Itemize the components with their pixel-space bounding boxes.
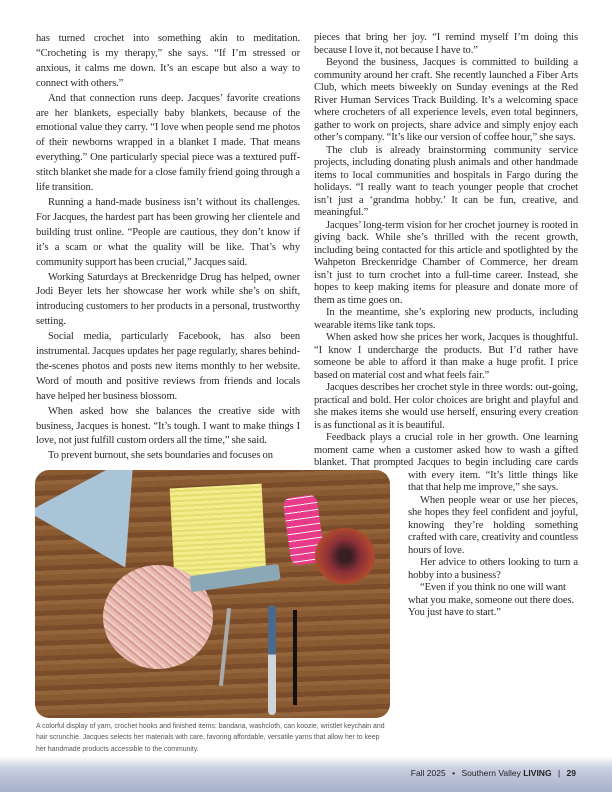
paragraph: Jacques’ long-term vision for her crochet journey is rooted in giving back. While she’s thrilled with the recent growth, including being contacted for this article and spotlighted by the Wahpeton Breckenridge Chamber of Commerce, her dream isn’t just to turn crochet into a full-time career. Instead, she hopes to keep making items for pleasure and donate more of them as time goes on. <box>314 219 578 306</box>
paragraph: Social media, particularly Facebook, has also been instrumental. Jacques updates her page regularly, shares behind-the-scenes photos and posts new items monthly to her website. Word of mouth and positive reviews from friends and locals have helped her business blossom. <box>36 331 300 402</box>
paragraph: pieces that bring her joy. “I remind myself I’m doing this because I love it, not because I have to.” <box>314 32 578 56</box>
article-column-left <box>36 32 300 464</box>
crochet-hook-shape <box>268 605 276 715</box>
paragraph: “Even if you think no one will want what you make, someone out there does. You just have to start.” <box>408 582 575 618</box>
issue-label: Fall 2025 <box>410 768 446 778</box>
paragraph: When asked how she balances the creative side with business, Jacques is honest. “It’s tough. I want to make things I love, not just fulfill custom orders all the time,” she said. <box>36 405 300 447</box>
paragraph: The club is already brainstorming community service projects, including donating plush animals and other handmade items to local communities and hospitals in Fargo during the holidays. “I really want to teach younger people that crochet isn’t just a ‘grandma hobby.’ It can be fun, creative, and meaningful.” <box>314 144 578 218</box>
paragraph: Her advice to others looking to turn a hobby into a business? <box>408 557 578 581</box>
footer-folio <box>411 768 576 778</box>
publication-name-bold: LIVING <box>523 768 552 778</box>
paragraph: And that connection runs deep. Jacques’ favorite creations are her blankets, especially baby blankets, because of the emotional value they carry. “I love when people send me photos of their newborns wrapped in a blanket I made. That means everything.” One particularly special piece was a textured puff-stitch blanket she made for a close family friend going through a life transition. <box>36 92 300 194</box>
paragraph: Working Saturdays at Breckenridge Drug has helped, owner Jodi Beyer lets her showcase her work while she’s on shift, introducing customers to her products in a personal, trustworthy setting. <box>36 271 300 328</box>
paragraph: When people wear or use her pieces, she hopes they feel confident and joyful, knowing they’re holding something crafted with care, creativity and countless hours of love. <box>408 494 578 556</box>
washcloth-shape <box>170 484 267 581</box>
divider: | <box>557 768 561 778</box>
paragraph <box>314 382 578 432</box>
scissors-shape <box>219 608 231 686</box>
paragraph: has turned crochet into something akin to meditation. “Crocheting is my therapy,” she says. “If I’m stressed or anxious, it calms me down. It’s an escape but also a way to connect with others.” <box>36 33 300 89</box>
paragraph: When asked how she prices her work, Jacques is thoughtful. “I know I undercharge the products. But I’d rather have someone be able to afford it than make a huge profit. I price based on material cost and what feels fair.” <box>314 332 578 381</box>
paragraph-continued: going, practical and bold. Her color choices are bright and playful and she makes items she would use herself, ensuring every creation is as functional as it is beautiful. <box>314 382 578 431</box>
paragraph-start: Jacques describes her crochet style in three words: out- <box>326 382 552 393</box>
paragraph: Feedback plays a crucial role in her growth. One learning moment came when a customer asked how to wash a gifted blanket. That prompted Jacques to begin including care cards with every item. “It’s little things like that that help me improve,” she says. <box>314 432 578 493</box>
publication-name: Southern Valley <box>461 768 521 778</box>
photo-caption: A colorful display of yarn, crochet hooks and finished items: bandana, washcloth, can koozie, wristlet keychain and hair scrunchie. Jacques selects her materials with care, favoring affordable, versatile yarns that allow her to keep her handmade products accessible to the community. <box>36 723 385 753</box>
article-column-right <box>314 32 578 771</box>
paragraph: In the meantime, she’s exploring new products, including wearable items like tank tops. <box>314 307 578 331</box>
page-number: 29 <box>566 768 576 778</box>
page-footer <box>0 756 612 792</box>
pen-shape <box>293 610 297 705</box>
paragraph: Running a hand-made business isn’t without its challenges. For Jacques, the hardest part has been growing her clientele and building trust online. “People are cautious, they don’t know if it’s a scam or what the quality will be like. That’s why community support has been crucial,” Jacques said. <box>36 196 300 268</box>
paragraph: Beyond the business, Jacques is committed to building a community around her craft. She recently launched a Fiber Arts Club, which meets biweekly on Sunday evenings at the Red River Human Services Track Building. It’s a welcoming space where crocheters of all experience levels, even total beginners, gather to work on projects, share advice and simply enjoy each other’s company. “It’s like our version of coffee hour,” she says. <box>314 57 578 143</box>
bullet-separator: • <box>452 768 456 778</box>
paragraph: To prevent burnout, she sets boundaries and focuses on <box>48 450 273 462</box>
